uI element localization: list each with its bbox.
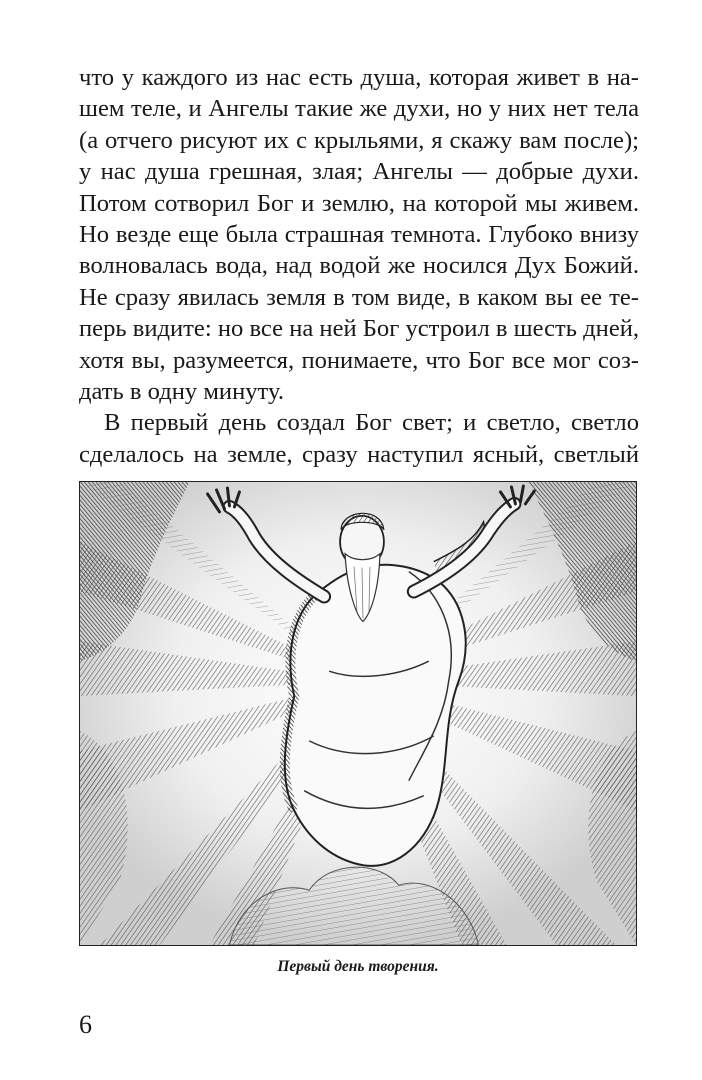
text-line: Но везде еще была страшная темнота. Глубоко внизу [79, 221, 639, 249]
text-line: сделалось на земле, сразу наступил ясный, светлый [79, 440, 639, 468]
text-line: волновалась вода, над водой же носился Дух Божий. [79, 252, 639, 280]
figure-caption: Первый день творения. [277, 958, 439, 975]
text-line: (а отчего рисуют их с крыльями, я скажу вам после); [79, 126, 639, 154]
text-line: перь видите: но все на ней Бог устроил в шесть дней, [79, 315, 640, 343]
text-line: шем теле, и Ангелы такие же духи, но у них нет тела [79, 95, 639, 123]
text-line: хотя вы, разумеется, понимаете, что Бог все мог соз- [79, 346, 639, 374]
text-line: Потом сотворил Бог и землю, на которой мы живем. [79, 189, 639, 217]
text-line: у нас душа грешная, злая; Ангелы — добрые духи. [79, 158, 639, 186]
creation-engraving [79, 481, 637, 946]
text-line: Не сразу явилась земля в том виде, в каком вы ее те- [79, 283, 639, 311]
text-line: дать в одну минуту. [79, 378, 284, 406]
text-line: что у каждого из нас есть душа, которая живет в на- [79, 64, 639, 91]
page-number: 6 [79, 1010, 92, 1039]
text-line: В первый день создал Бог свет; и светло, светло [104, 409, 639, 437]
body-text [79, 62, 639, 502]
